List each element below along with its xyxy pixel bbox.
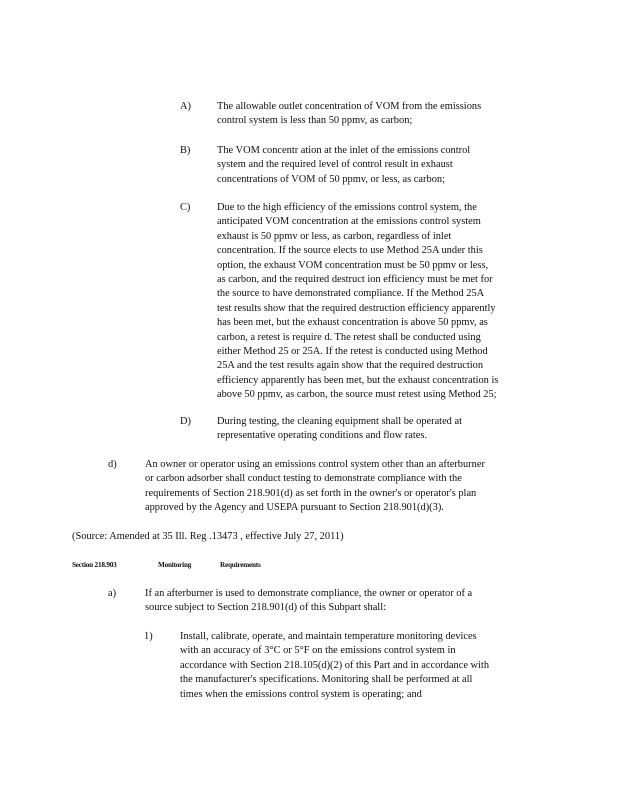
item-label: 1) xyxy=(144,631,153,642)
item-label: D) xyxy=(180,416,191,427)
item-d-lower xyxy=(108,458,548,518)
item-text: Install, calibrate, operate, and maintain temperature monitoring devices with an accuracy of 3°C or 5°F on the emissions control system in accordance with Section 218.105(d)(2) of this Part and in accordance with the manufacturer's specifications. Monitoring shall be performed at all times when the emissions control system is operating; and xyxy=(180,631,490,700)
section-title-part: Requirements xyxy=(220,561,261,569)
item-text: Due to the high efficiency of the emissions control system, the anticipated VOM concentration at the emissions control system exhaust is 50 ppmv or less, as carbon, regardless of inlet concentration. If the source elects to use Method 25A under this option, the exhaust VOM concentration must be 50 ppmv or less, as carbon, and the required destruct ion efficiency must be met for the source to have demonstrated compliance. If the Method 25A test results show that the required destruction efficiency apparently has been met, but the exhaust concentration is above 50 ppmv, as carbon, a retest is require d. The retest shall be conducted using either Method 25 or 25A. If the retest is conducted using Method 25A and the test results again show that the required destruction efficiency apparently has been met, but the exhaust concentration is above 50 ppmv, as carbon, the source must retest using Method 25; xyxy=(217,202,499,401)
item-label: d) xyxy=(108,459,117,470)
section-number: Section 218.903 xyxy=(72,561,117,569)
item-a-upper xyxy=(180,100,540,130)
item-label: a) xyxy=(108,588,117,599)
item-c-upper xyxy=(180,201,546,406)
item-label: A) xyxy=(180,101,191,112)
item-text: If an afterburner is used to demonstrate compliance, the owner or operator of a source subject to Section 218.901(d) of this Subpart shall: xyxy=(145,588,473,614)
item-d-upper xyxy=(180,415,540,445)
item-a-lower xyxy=(108,587,538,617)
item-label: C) xyxy=(180,202,191,213)
source-note: (Source: Amended at 35 Ill. Reg .13473 , effective July 27, 2011) xyxy=(72,531,344,542)
item-b-upper xyxy=(180,144,540,188)
section-title-part: Monitoring xyxy=(158,561,192,569)
item-1 xyxy=(144,630,544,706)
item-text: The VOM concentr ation at the inlet of the emissions control system and the required level of control result in exhaust concentrations of VOM of 50 ppmv, or less, as carbon; xyxy=(217,145,471,185)
item-text: During testing, the cleaning equipment shall be operated at representative operating conditions and flow rates. xyxy=(217,416,462,442)
item-label: B) xyxy=(180,145,191,156)
item-text: An owner or operator using an emissions control system other than an afterburner or carbon adsorber shall conduct testing to demonstrate compliance with the requirements of Section 218.901(d) as set forth in the owner's or operator's plan approved by the Agency and USEPA pursuant to Section 218.901(d)(3). xyxy=(145,459,485,514)
item-text: The allowable outlet concentration of VOM from the emissions control system is less than 50 ppmv, as carbon; xyxy=(217,101,482,127)
